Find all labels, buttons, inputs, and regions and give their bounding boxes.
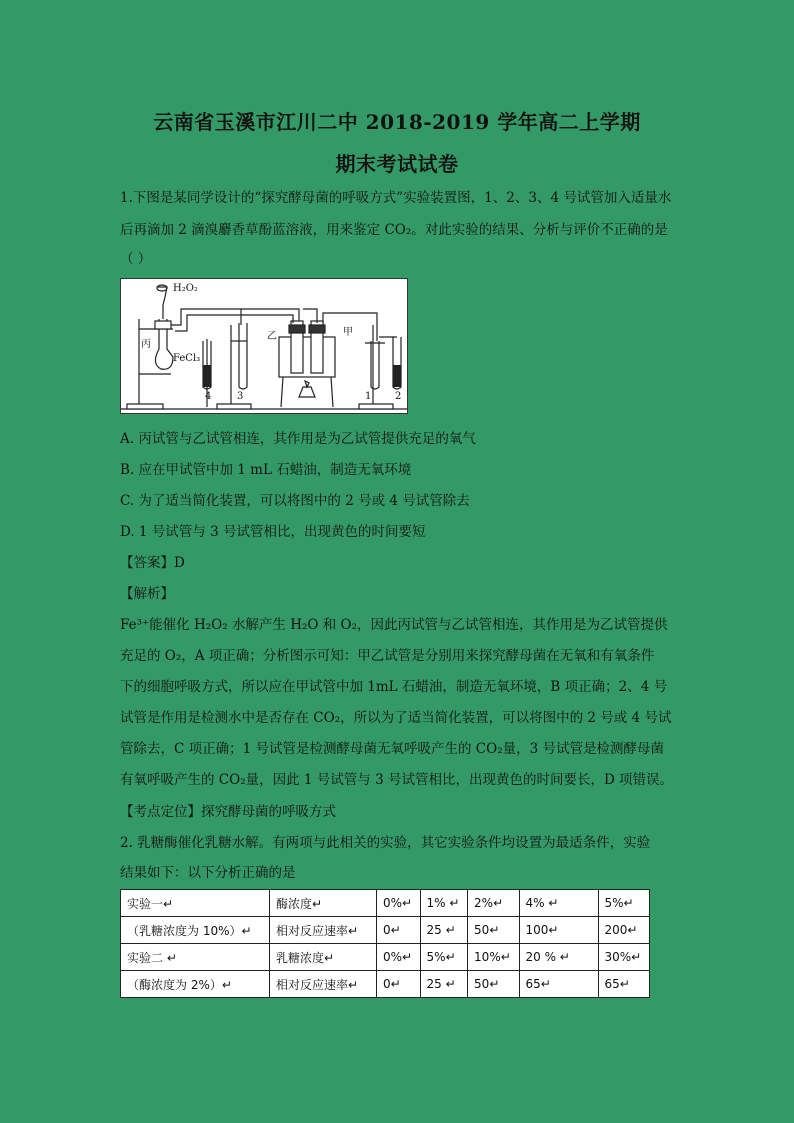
q1-stem-line1: 1.下图是某同学设计的“探究酵母菌的呼吸方式”实验装置图，1、2、3、4 号试管加入适量水	[120, 190, 672, 206]
table-cell: 10%↵	[468, 944, 519, 971]
table-cell: 乳糖浓度↵	[270, 944, 377, 971]
q1-answer: 【答案】D	[120, 555, 185, 571]
q2-stem-line1: 2. 乳糖酶催化乳糖水解。有两项与此相关的实验，其它实验条件均设置为最适条件，实验	[120, 835, 651, 851]
q1-analysis-line4: 试管是作用是检测水中是否存在 CO₂，所以为了适当简化装置，可以将图中的 2 号或 4 号试	[120, 710, 672, 726]
table-cell: 酶浓度↵	[270, 890, 377, 917]
table-cell: 20 % ↵	[519, 944, 598, 971]
label-tube-4: 4	[205, 391, 212, 402]
table-cell: 65↵	[598, 971, 650, 998]
table-cell: 相对反应速率↵	[270, 917, 377, 944]
label-fecl3: FeCl₃	[173, 353, 201, 364]
q1-analysis-line1: Fe³⁺能催化 H₂O₂ 水解产生 H₂O 和 O₂，因此丙试管与乙试管相连，其作用是为乙试管提供	[120, 617, 668, 633]
table-cell: （乳糖浓度为 10%）↵	[121, 917, 270, 944]
table-cell: 4% ↵	[519, 890, 598, 917]
q1-analysis-heading: 【解析】	[120, 586, 174, 602]
q1-analysis-line5: 管除去，C 项正确；1 号试管是检测酵母菌无氧呼吸产生的 CO₂量，3 号试管是检测酵母菌	[120, 741, 664, 757]
label-jia: 甲	[343, 327, 353, 338]
apparatus-figure	[120, 278, 408, 414]
q1-kaodian: 【考点定位】探究酵母菌的呼吸方式	[120, 804, 336, 820]
table-row	[121, 944, 650, 971]
table-cell: 65↵	[519, 971, 598, 998]
apparatus-drawing	[121, 279, 407, 413]
table-cell: 50↵	[468, 917, 519, 944]
label-tube-2: 2	[395, 391, 402, 402]
q1-analysis-line6: 有氧呼吸产生的 CO₂量，因此 1 号试管与 3 号试管相比，出现黄色的时间要长，D 项错误。	[120, 772, 674, 788]
q2-stem-line2: 结果如下：以下分析正确的是	[120, 865, 296, 881]
table-row	[121, 971, 650, 998]
label-bing: 丙	[141, 339, 151, 350]
table-cell: 100↵	[519, 917, 598, 944]
table-cell: 25 ↵	[420, 971, 468, 998]
label-yi: 乙	[267, 331, 277, 342]
q1-option-a: A. 丙试管与乙试管相连，其作用是为乙试管提供充足的氧气	[120, 431, 476, 447]
table-cell: 实验一↵	[121, 890, 270, 917]
q1-option-c: C. 为了适当简化装置，可以将图中的 2 号或 4 号试管除去	[120, 493, 470, 509]
q1-analysis-line2: 充足的 O₂，A 项正确；分析图示可知：甲乙试管是分别用来探究酵母菌在无氧和有氧条件	[120, 648, 655, 664]
table-row	[121, 917, 650, 944]
q2-results-table	[120, 889, 650, 998]
q1-stem-line3: （ ）	[120, 251, 152, 267]
table-cell: 0↵	[377, 971, 421, 998]
table-cell: 0%↵	[377, 890, 421, 917]
table-row	[121, 890, 650, 917]
table-cell: 相对反应速率↵	[270, 971, 377, 998]
table-cell: 25 ↵	[420, 917, 468, 944]
table-cell: 50↵	[468, 971, 519, 998]
table-cell: 实验二 ↵	[121, 944, 270, 971]
table-cell: 0%↵	[377, 944, 421, 971]
table-cell: 200↵	[598, 917, 650, 944]
table-cell: 0↵	[377, 917, 421, 944]
table-cell: 1% ↵	[420, 890, 468, 917]
table-cell: 30%↵	[598, 944, 650, 971]
label-h2o2: H₂O₂	[173, 283, 198, 294]
q1-stem-line2: 后再滴加 2 滴溴麝香草酚蓝溶液，用来鉴定 CO₂。对此实验的结果、分析与评价不正确的是	[120, 222, 668, 238]
exam-title-line2: 期末考试试卷	[335, 152, 459, 176]
label-tube-3: 3	[237, 391, 244, 402]
table-cell: （酶浓度为 2%）↵	[121, 971, 270, 998]
table-cell: 5%↵	[420, 944, 468, 971]
exam-title-line1: 云南省玉溪市江川二中 2018-2019 学年高二上学期	[153, 110, 641, 134]
label-tube-1: 1	[365, 391, 372, 402]
q1-option-b: B. 应在甲试管中加 1 mL 石蜡油，制造无氧环境	[120, 462, 412, 478]
q1-option-d: D. 1 号试管与 3 号试管相比，出现黄色的时间要短	[120, 524, 426, 540]
table-cell: 5%↵	[598, 890, 650, 917]
q1-analysis-line3: 下的细胞呼吸方式，所以应在甲试管中加 1mL 石蜡油，制造无氧环境，B 项正确；2、4 号	[120, 679, 668, 695]
table-cell: 2%↵	[468, 890, 519, 917]
